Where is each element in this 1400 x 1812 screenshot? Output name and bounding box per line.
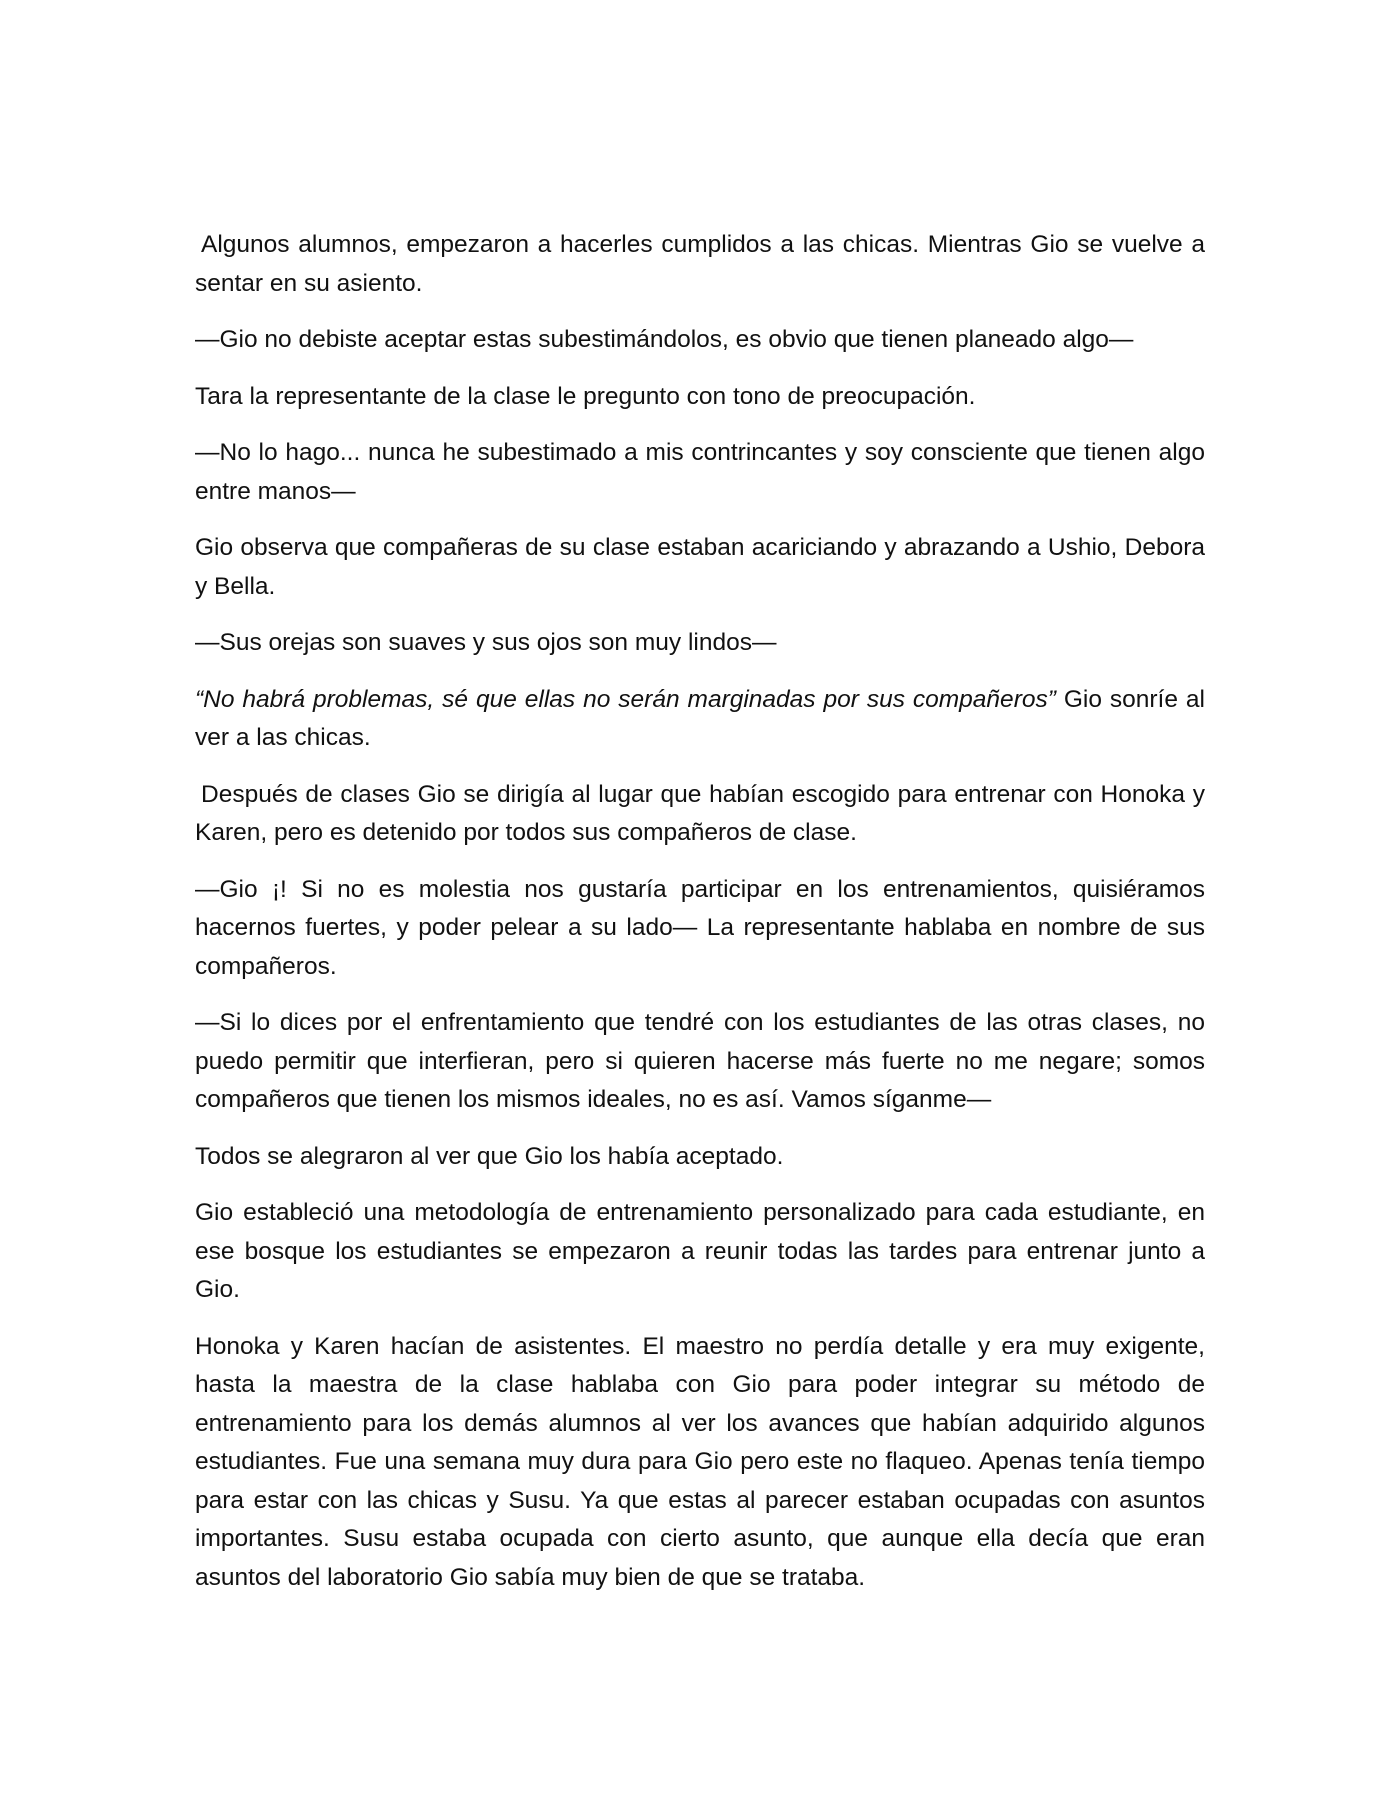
thought-continuation: Gio sonríe al ver a las chicas. [195, 685, 1205, 751]
paragraph: Gio observa que compañeras de su clase estaban acariciando y abrazando a Ushio, Debora y Bella. [195, 534, 1205, 600]
thought-paragraph [195, 681, 1205, 758]
dialogue-paragraph: —No lo hago... nunca he subestimado a mis contrincantes y soy consciente que tienen algo entre manos— [195, 439, 1205, 505]
dialogue-paragraph: —Sus orejas son suaves y sus ojos son muy lindos— [195, 629, 777, 656]
body-text [195, 226, 1205, 1615]
paragraph: Gio estableció una metodología de entrenamiento personalizado para cada estudiante, en ese bosque los estudiantes se empezaron a reunir todas las tardes para entrenar junto a Gio. [195, 1199, 1205, 1303]
italic-thought: “No habrá problemas, sé que ellas no serán marginadas por sus compañeros” [195, 685, 1056, 713]
dialogue-paragraph: —Gio ¡! Si no es molestia nos gustaría participar en los entrenamientos, quisiéramos hacernos fuertes, y poder pelear a su lado— La representante hablaba en nombre de sus compañeros. [195, 875, 1205, 980]
paragraph: Honoka y Karen hacían de asistentes. El maestro no perdía detalle y era muy exigente, hasta la maestra de la clase hablaba con Gio para poder integrar su método de entrenamiento para los demás alumnos al ver los avances que habían adquirido algunos estudiantes. Fue una semana muy dura para Gio pero este no flaqueo. Apenas tenía tiempo para estar con las chicas y Susu. Ya que estas al parecer estaban ocupadas con asuntos importantes. Susu estaba ocupada con cierto asunto, que aunque ella decía que eran asuntos del laboratorio Gio sabía muy bien de que se trataba. [195, 1332, 1205, 1591]
paragraph: Todos se alegraron al ver que Gio los había aceptado. [195, 1142, 784, 1170]
dialogue-paragraph: —Si lo dices por el enfrentamiento que tendré con los estudiantes de las otras clases, no puedo permitir que interfieran, pero si quieren hacerse más fuerte no me negare; somos compañeros que tienen los mismos ideales, no es así. Vamos síganme— [195, 1009, 1205, 1113]
paragraph: Algunos alumnos, empezaron a hacerles cumplidos a las chicas. Mientras Gio se vuelve a sentar en su asiento. [195, 231, 1205, 297]
paragraph: Tara la representante de la clase le pregunto con tono de preocupación. [195, 382, 976, 410]
dialogue-paragraph: —Gio no debiste aceptar estas subestimándolos, es obvio que tienen planeado algo— [195, 326, 1134, 353]
paragraph: Después de clases Gio se dirigía al lugar que habían escogido para entrenar con Honoka y Karen, pero es detenido por todos sus compañeros de clase. [195, 780, 1205, 846]
